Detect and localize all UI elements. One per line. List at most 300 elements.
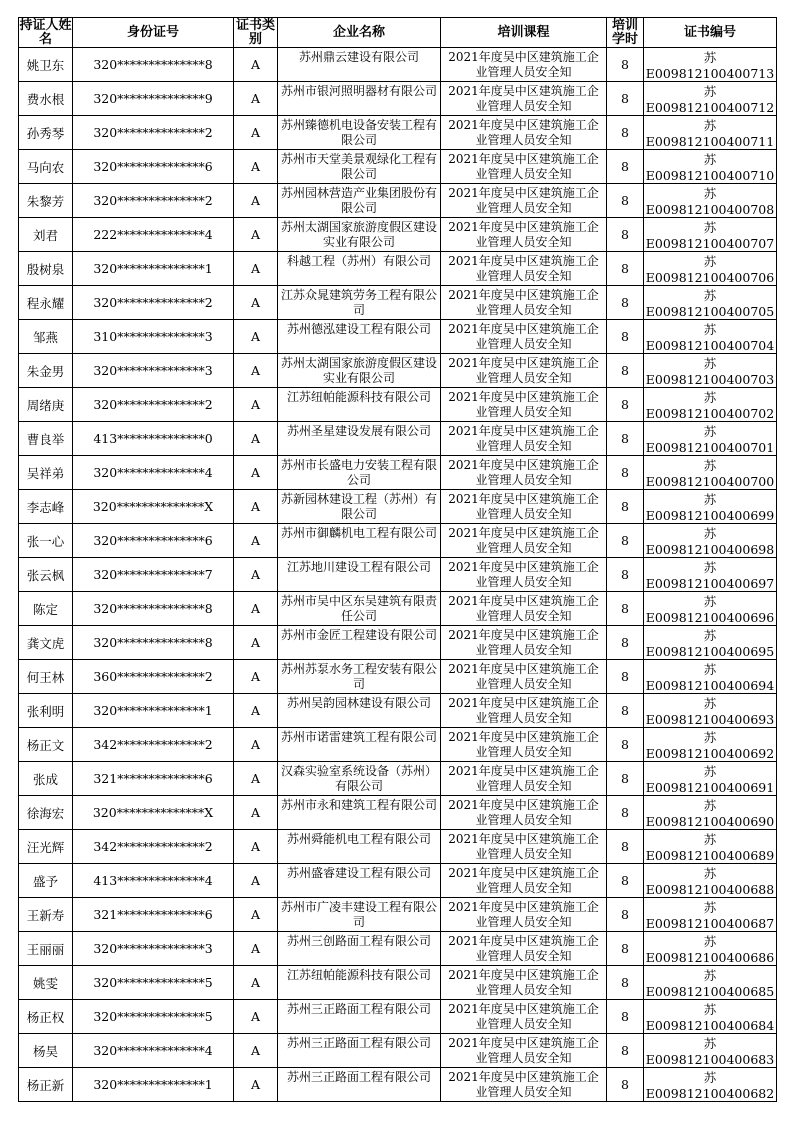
- table-row: [19, 490, 777, 524]
- header-company: 企业名称: [278, 18, 441, 48]
- cert-number: 苏E009812100400694: [644, 660, 777, 694]
- company-cell: [278, 966, 441, 1000]
- table-body: [19, 48, 777, 1102]
- training-hours: 8: [607, 796, 644, 830]
- company-name: 苏州市诺雷建筑工程有限公司: [281, 729, 438, 744]
- cert-category: A: [234, 218, 278, 252]
- company-cell: [278, 48, 441, 82]
- cert-number: 苏E009812100400688: [644, 864, 777, 898]
- company-cell: [278, 218, 441, 252]
- holder-name: 刘君: [19, 218, 73, 252]
- id-number: 320**************8: [73, 592, 234, 626]
- company-cell: [278, 1068, 441, 1102]
- cert-category: A: [234, 320, 278, 354]
- holder-name: 杨昊: [19, 1034, 73, 1068]
- company-cell: [278, 1000, 441, 1034]
- course-name: 2021年度吴中区建筑施工企业管理人员安全知: [448, 389, 599, 419]
- table-row: [19, 660, 777, 694]
- id-number: 320**************4: [73, 456, 234, 490]
- course-name: 2021年度吴中区建筑施工企业管理人员安全知: [448, 627, 599, 657]
- cert-number: 苏E009812100400695: [644, 626, 777, 660]
- company-name: 江苏地川建设工程有限公司: [286, 559, 431, 574]
- company-cell: [278, 524, 441, 558]
- table-row: [19, 966, 777, 1000]
- holder-name: 程永耀: [19, 286, 73, 320]
- training-hours: 8: [607, 728, 644, 762]
- course-name: 2021年度吴中区建筑施工企业管理人员安全知: [448, 1069, 599, 1099]
- course-cell: [441, 796, 607, 830]
- course-cell: [441, 422, 607, 456]
- table-row: [19, 592, 777, 626]
- training-hours: 8: [607, 82, 644, 116]
- company-name: 苏州太湖国家旅游度假区建设实业有限公司: [281, 355, 438, 385]
- company-name: 苏新园林建设工程（苏州）有限公司: [281, 491, 438, 521]
- id-number: 320**************8: [73, 626, 234, 660]
- cert-category: A: [234, 48, 278, 82]
- id-number: 320**************8: [73, 48, 234, 82]
- holder-name: 曹良举: [19, 422, 73, 456]
- table-row: [19, 184, 777, 218]
- course-name: 2021年度吴中区建筑施工企业管理人员安全知: [448, 287, 599, 317]
- course-name: 2021年度吴中区建筑施工企业管理人员安全知: [448, 423, 599, 453]
- holder-name: 姚卫东: [19, 48, 73, 82]
- cert-category: A: [234, 558, 278, 592]
- header-course: 培训课程: [441, 18, 607, 48]
- course-cell: [441, 456, 607, 490]
- holder-name: 王丽丽: [19, 932, 73, 966]
- course-name: 2021年度吴中区建筑施工企业管理人员安全知: [448, 933, 599, 963]
- company-name: 苏州市御麟机电工程有限公司: [281, 525, 438, 540]
- id-number: 320**************3: [73, 354, 234, 388]
- cert-number: 苏E009812100400702: [644, 388, 777, 422]
- id-number: 320**************2: [73, 388, 234, 422]
- table-row: [19, 932, 777, 966]
- holder-name: 张云枫: [19, 558, 73, 592]
- course-name: 2021年度吴中区建筑施工企业管理人员安全知: [448, 559, 599, 589]
- company-name: 苏州市金匠工程建设有限公司: [281, 627, 438, 642]
- holder-name: 杨正新: [19, 1068, 73, 1102]
- cert-number: 苏E009812100400687: [644, 898, 777, 932]
- cert-category: A: [234, 82, 278, 116]
- cert-category: A: [234, 388, 278, 422]
- table-row: [19, 456, 777, 490]
- id-number: 320**************4: [73, 1034, 234, 1068]
- id-number: 413**************0: [73, 422, 234, 456]
- training-hours: 8: [607, 320, 644, 354]
- holder-name: 周绪庚: [19, 388, 73, 422]
- cert-number: 苏E009812100400713: [644, 48, 777, 82]
- header-cert-no: 证书编号: [644, 18, 777, 48]
- training-hours: 8: [607, 558, 644, 592]
- cert-category: A: [234, 286, 278, 320]
- course-cell: [441, 864, 607, 898]
- holder-name: 马向农: [19, 150, 73, 184]
- holder-name: 邹燕: [19, 320, 73, 354]
- cert-category: A: [234, 490, 278, 524]
- course-name: 2021年度吴中区建筑施工企业管理人员安全知: [448, 1001, 599, 1031]
- table-row: [19, 422, 777, 456]
- course-name: 2021年度吴中区建筑施工企业管理人员安全知: [448, 797, 599, 827]
- training-hours: 8: [607, 48, 644, 82]
- course-cell: [441, 82, 607, 116]
- course-name: 2021年度吴中区建筑施工企业管理人员安全知: [448, 117, 599, 147]
- company-name: 科越工程（苏州）有限公司: [286, 253, 431, 268]
- course-cell: [441, 1034, 607, 1068]
- cert-number: 苏E009812100400693: [644, 694, 777, 728]
- company-name: 苏州园林营造产业集团股份有限公司: [281, 185, 438, 215]
- id-number: 320**************2: [73, 116, 234, 150]
- id-number: 222**************4: [73, 218, 234, 252]
- company-cell: [278, 558, 441, 592]
- table-row: [19, 354, 777, 388]
- id-number: 320**************5: [73, 966, 234, 1000]
- holder-name: 张利明: [19, 694, 73, 728]
- cert-category: A: [234, 150, 278, 184]
- training-hours: 8: [607, 1034, 644, 1068]
- holder-name: 陈定: [19, 592, 73, 626]
- cert-category: A: [234, 762, 278, 796]
- table-row: [19, 320, 777, 354]
- id-number: 342**************2: [73, 728, 234, 762]
- company-name: 苏州舜能机电工程有限公司: [286, 831, 431, 846]
- table-row: [19, 830, 777, 864]
- company-name: 江苏纽帕能源科技有限公司: [286, 967, 431, 982]
- company-cell: [278, 320, 441, 354]
- course-name: 2021年度吴中区建筑施工企业管理人员安全知: [448, 831, 599, 861]
- company-name: 苏州三正路面工程有限公司: [286, 1069, 431, 1084]
- training-hours: 8: [607, 524, 644, 558]
- holder-name: 姚雯: [19, 966, 73, 1000]
- holder-name: 杨正文: [19, 728, 73, 762]
- holder-name: 费水根: [19, 82, 73, 116]
- id-number: 320**************X: [73, 796, 234, 830]
- training-hours: 8: [607, 966, 644, 1000]
- cert-number: 苏E009812100400706: [644, 252, 777, 286]
- company-name: 苏州市永和建筑工程有限公司: [281, 797, 438, 812]
- id-number: 360**************2: [73, 660, 234, 694]
- cert-number: 苏E009812100400684: [644, 1000, 777, 1034]
- holder-name: 吴祥弟: [19, 456, 73, 490]
- company-cell: [278, 286, 441, 320]
- cert-category: A: [234, 1000, 278, 1034]
- company-cell: [278, 82, 441, 116]
- holder-name: 孙秀琴: [19, 116, 73, 150]
- course-cell: [441, 728, 607, 762]
- company-name: 苏州苏泵水务工程安装有限公司: [281, 661, 438, 691]
- certificate-table: [18, 17, 777, 1102]
- course-name: 2021年度吴中区建筑施工企业管理人员安全知: [448, 185, 599, 215]
- table-row: [19, 626, 777, 660]
- company-cell: [278, 898, 441, 932]
- table-row: [19, 48, 777, 82]
- company-name: 江苏众晁建筑劳务工程有限公司: [281, 287, 438, 317]
- company-name: 苏州圣星建设发展有限公司: [286, 423, 431, 438]
- training-hours: 8: [607, 184, 644, 218]
- course-name: 2021年度吴中区建筑施工企业管理人员安全知: [448, 457, 599, 487]
- training-hours: 8: [607, 116, 644, 150]
- id-number: 320**************1: [73, 694, 234, 728]
- cert-category: A: [234, 694, 278, 728]
- course-name: 2021年度吴中区建筑施工企业管理人员安全知: [448, 491, 599, 521]
- cert-category: A: [234, 456, 278, 490]
- course-name: 2021年度吴中区建筑施工企业管理人员安全知: [448, 355, 599, 385]
- course-name: 2021年度吴中区建筑施工企业管理人员安全知: [448, 899, 599, 929]
- holder-name: 朱黎芳: [19, 184, 73, 218]
- header-row: [19, 18, 777, 48]
- cert-number: 苏E009812100400683: [644, 1034, 777, 1068]
- holder-name: 王新寿: [19, 898, 73, 932]
- cert-category: A: [234, 354, 278, 388]
- course-cell: [441, 898, 607, 932]
- cert-category: A: [234, 864, 278, 898]
- holder-name: 杨正权: [19, 1000, 73, 1034]
- course-name: 2021年度吴中区建筑施工企业管理人员安全知: [448, 525, 599, 555]
- course-name: 2021年度吴中区建筑施工企业管理人员安全知: [448, 219, 599, 249]
- training-hours: 8: [607, 762, 644, 796]
- table-row: [19, 762, 777, 796]
- training-hours: 8: [607, 932, 644, 966]
- company-name: 苏州吴韵园林建设有限公司: [286, 695, 431, 710]
- company-cell: [278, 830, 441, 864]
- header-name: 持证人姓名: [19, 17, 72, 47]
- holder-name: 朱金男: [19, 354, 73, 388]
- training-hours: 8: [607, 150, 644, 184]
- company-name: 汉森实验室系统设备（苏州）有限公司: [281, 763, 438, 793]
- id-number: 320**************6: [73, 524, 234, 558]
- cert-category: A: [234, 966, 278, 1000]
- id-number: 320**************7: [73, 558, 234, 592]
- cert-number: 苏E009812100400682: [644, 1068, 777, 1102]
- company-name: 苏州三创路面工程有限公司: [286, 933, 431, 948]
- course-cell: [441, 252, 607, 286]
- header-id: 身份证号: [73, 18, 234, 48]
- cert-category: A: [234, 252, 278, 286]
- company-name: 苏州鼎云建设有限公司: [298, 49, 419, 64]
- course-cell: [441, 354, 607, 388]
- course-cell: [441, 660, 607, 694]
- course-cell: [441, 626, 607, 660]
- training-hours: 8: [607, 456, 644, 490]
- company-cell: [278, 116, 441, 150]
- course-name: 2021年度吴中区建筑施工企业管理人员安全知: [448, 967, 599, 997]
- cert-number: 苏E009812100400685: [644, 966, 777, 1000]
- course-name: 2021年度吴中区建筑施工企业管理人员安全知: [448, 253, 599, 283]
- cert-number: 苏E009812100400699: [644, 490, 777, 524]
- cert-number: 苏E009812100400705: [644, 286, 777, 320]
- company-cell: [278, 252, 441, 286]
- cert-category: A: [234, 796, 278, 830]
- course-cell: [441, 184, 607, 218]
- cert-category: A: [234, 932, 278, 966]
- cert-number: 苏E009812100400696: [644, 592, 777, 626]
- id-number: 310**************3: [73, 320, 234, 354]
- course-name: 2021年度吴中区建筑施工企业管理人员安全知: [448, 49, 599, 79]
- course-cell: [441, 694, 607, 728]
- table-row: [19, 728, 777, 762]
- id-number: 342**************2: [73, 830, 234, 864]
- company-cell: [278, 354, 441, 388]
- table-row: [19, 1000, 777, 1034]
- table-row: [19, 1034, 777, 1068]
- table-row: [19, 558, 777, 592]
- cert-category: A: [234, 626, 278, 660]
- course-cell: [441, 830, 607, 864]
- course-name: 2021年度吴中区建筑施工企业管理人员安全知: [448, 763, 599, 793]
- cert-number: 苏E009812100400710: [644, 150, 777, 184]
- cert-number: 苏E009812100400697: [644, 558, 777, 592]
- cert-number: 苏E009812100400712: [644, 82, 777, 116]
- holder-name: 李志峰: [19, 490, 73, 524]
- training-hours: 8: [607, 1000, 644, 1034]
- course-cell: [441, 320, 607, 354]
- holder-name: 徐海宏: [19, 796, 73, 830]
- cert-category: A: [234, 1068, 278, 1102]
- cert-category: A: [234, 524, 278, 558]
- header-hours: 培训学时: [607, 18, 644, 48]
- company-name: 苏州市长盛电力安装工程有限公司: [281, 457, 438, 487]
- id-number: 320**************6: [73, 150, 234, 184]
- training-hours: 8: [607, 490, 644, 524]
- table-row: [19, 252, 777, 286]
- course-cell: [441, 592, 607, 626]
- company-name: 苏州三正路面工程有限公司: [286, 1001, 431, 1016]
- cert-number: 苏E009812100400708: [644, 184, 777, 218]
- company-cell: [278, 660, 441, 694]
- holder-name: 殷树泉: [19, 252, 73, 286]
- company-cell: [278, 626, 441, 660]
- id-number: 320**************1: [73, 252, 234, 286]
- holder-name: 盛予: [19, 864, 73, 898]
- table-row: [19, 286, 777, 320]
- company-name: 苏州臻德机电设备安装工程有限公司: [281, 117, 438, 147]
- training-hours: 8: [607, 864, 644, 898]
- cert-number: 苏E009812100400700: [644, 456, 777, 490]
- course-name: 2021年度吴中区建筑施工企业管理人员安全知: [448, 865, 599, 895]
- cert-number: 苏E009812100400689: [644, 830, 777, 864]
- id-number: 320**************X: [73, 490, 234, 524]
- course-cell: [441, 762, 607, 796]
- header-category: 证书类别: [234, 18, 278, 48]
- id-number: 413**************4: [73, 864, 234, 898]
- id-number: 321**************6: [73, 762, 234, 796]
- company-cell: [278, 1034, 441, 1068]
- course-name: 2021年度吴中区建筑施工企业管理人员安全知: [448, 1035, 599, 1065]
- cert-number: 苏E009812100400701: [644, 422, 777, 456]
- cert-number: 苏E009812100400691: [644, 762, 777, 796]
- cert-number: 苏E009812100400711: [644, 116, 777, 150]
- training-hours: 8: [607, 286, 644, 320]
- course-cell: [441, 558, 607, 592]
- company-name: 苏州德泓建设工程有限公司: [286, 321, 431, 336]
- company-cell: [278, 864, 441, 898]
- company-cell: [278, 728, 441, 762]
- course-cell: [441, 524, 607, 558]
- course-name: 2021年度吴中区建筑施工企业管理人员安全知: [448, 661, 599, 691]
- id-number: 320**************2: [73, 184, 234, 218]
- course-name: 2021年度吴中区建筑施工企业管理人员安全知: [448, 593, 599, 623]
- table-row: [19, 524, 777, 558]
- course-cell: [441, 932, 607, 966]
- cert-number: 苏E009812100400707: [644, 218, 777, 252]
- training-hours: 8: [607, 388, 644, 422]
- course-cell: [441, 1000, 607, 1034]
- cert-category: A: [234, 830, 278, 864]
- cert-category: A: [234, 660, 278, 694]
- cert-category: A: [234, 592, 278, 626]
- table-row: [19, 82, 777, 116]
- holder-name: 张一心: [19, 524, 73, 558]
- company-cell: [278, 796, 441, 830]
- training-hours: 8: [607, 252, 644, 286]
- training-hours: 8: [607, 218, 644, 252]
- cert-number: 苏E009812100400690: [644, 796, 777, 830]
- company-cell: [278, 592, 441, 626]
- course-cell: [441, 286, 607, 320]
- course-cell: [441, 48, 607, 82]
- company-cell: [278, 490, 441, 524]
- training-hours: 8: [607, 592, 644, 626]
- company-cell: [278, 694, 441, 728]
- training-hours: 8: [607, 626, 644, 660]
- holder-name: 汪光辉: [19, 830, 73, 864]
- course-name: 2021年度吴中区建筑施工企业管理人员安全知: [448, 151, 599, 181]
- id-number: 320**************1: [73, 1068, 234, 1102]
- course-name: 2021年度吴中区建筑施工企业管理人员安全知: [448, 83, 599, 113]
- holder-name: 何王林: [19, 660, 73, 694]
- course-name: 2021年度吴中区建筑施工企业管理人员安全知: [448, 729, 599, 759]
- company-name: 苏州市天堂美景观绿化工程有限公司: [281, 151, 438, 181]
- company-name: 苏州盛睿建设工程有限公司: [286, 865, 431, 880]
- table-row: [19, 388, 777, 422]
- training-hours: 8: [607, 422, 644, 456]
- course-cell: [441, 388, 607, 422]
- id-number: 320**************9: [73, 82, 234, 116]
- company-name: 苏州太湖国家旅游度假区建设实业有限公司: [281, 219, 438, 249]
- company-cell: [278, 184, 441, 218]
- company-cell: [278, 150, 441, 184]
- course-name: 2021年度吴中区建筑施工企业管理人员安全知: [448, 695, 599, 725]
- company-cell: [278, 932, 441, 966]
- training-hours: 8: [607, 354, 644, 388]
- cert-number: 苏E009812100400692: [644, 728, 777, 762]
- company-name: 苏州市吴中区东吴建筑有限责任公司: [281, 593, 438, 623]
- table-row: [19, 694, 777, 728]
- training-hours: 8: [607, 660, 644, 694]
- cert-category: A: [234, 184, 278, 218]
- holder-name: 龚文虎: [19, 626, 73, 660]
- company-cell: [278, 762, 441, 796]
- table-row: [19, 150, 777, 184]
- course-cell: [441, 116, 607, 150]
- company-cell: [278, 456, 441, 490]
- company-name: 苏州市银河照明器材有限公司: [281, 83, 438, 98]
- id-number: 320**************2: [73, 286, 234, 320]
- table-row: [19, 1068, 777, 1102]
- course-name: 2021年度吴中区建筑施工企业管理人员安全知: [448, 321, 599, 351]
- holder-name: 张成: [19, 762, 73, 796]
- training-hours: 8: [607, 830, 644, 864]
- company-name: 江苏纽帕能源科技有限公司: [286, 389, 431, 404]
- course-cell: [441, 1068, 607, 1102]
- course-cell: [441, 966, 607, 1000]
- company-cell: [278, 422, 441, 456]
- cert-category: A: [234, 422, 278, 456]
- id-number: 320**************3: [73, 932, 234, 966]
- cert-category: A: [234, 1034, 278, 1068]
- table-row: [19, 116, 777, 150]
- course-cell: [441, 490, 607, 524]
- cert-category: A: [234, 728, 278, 762]
